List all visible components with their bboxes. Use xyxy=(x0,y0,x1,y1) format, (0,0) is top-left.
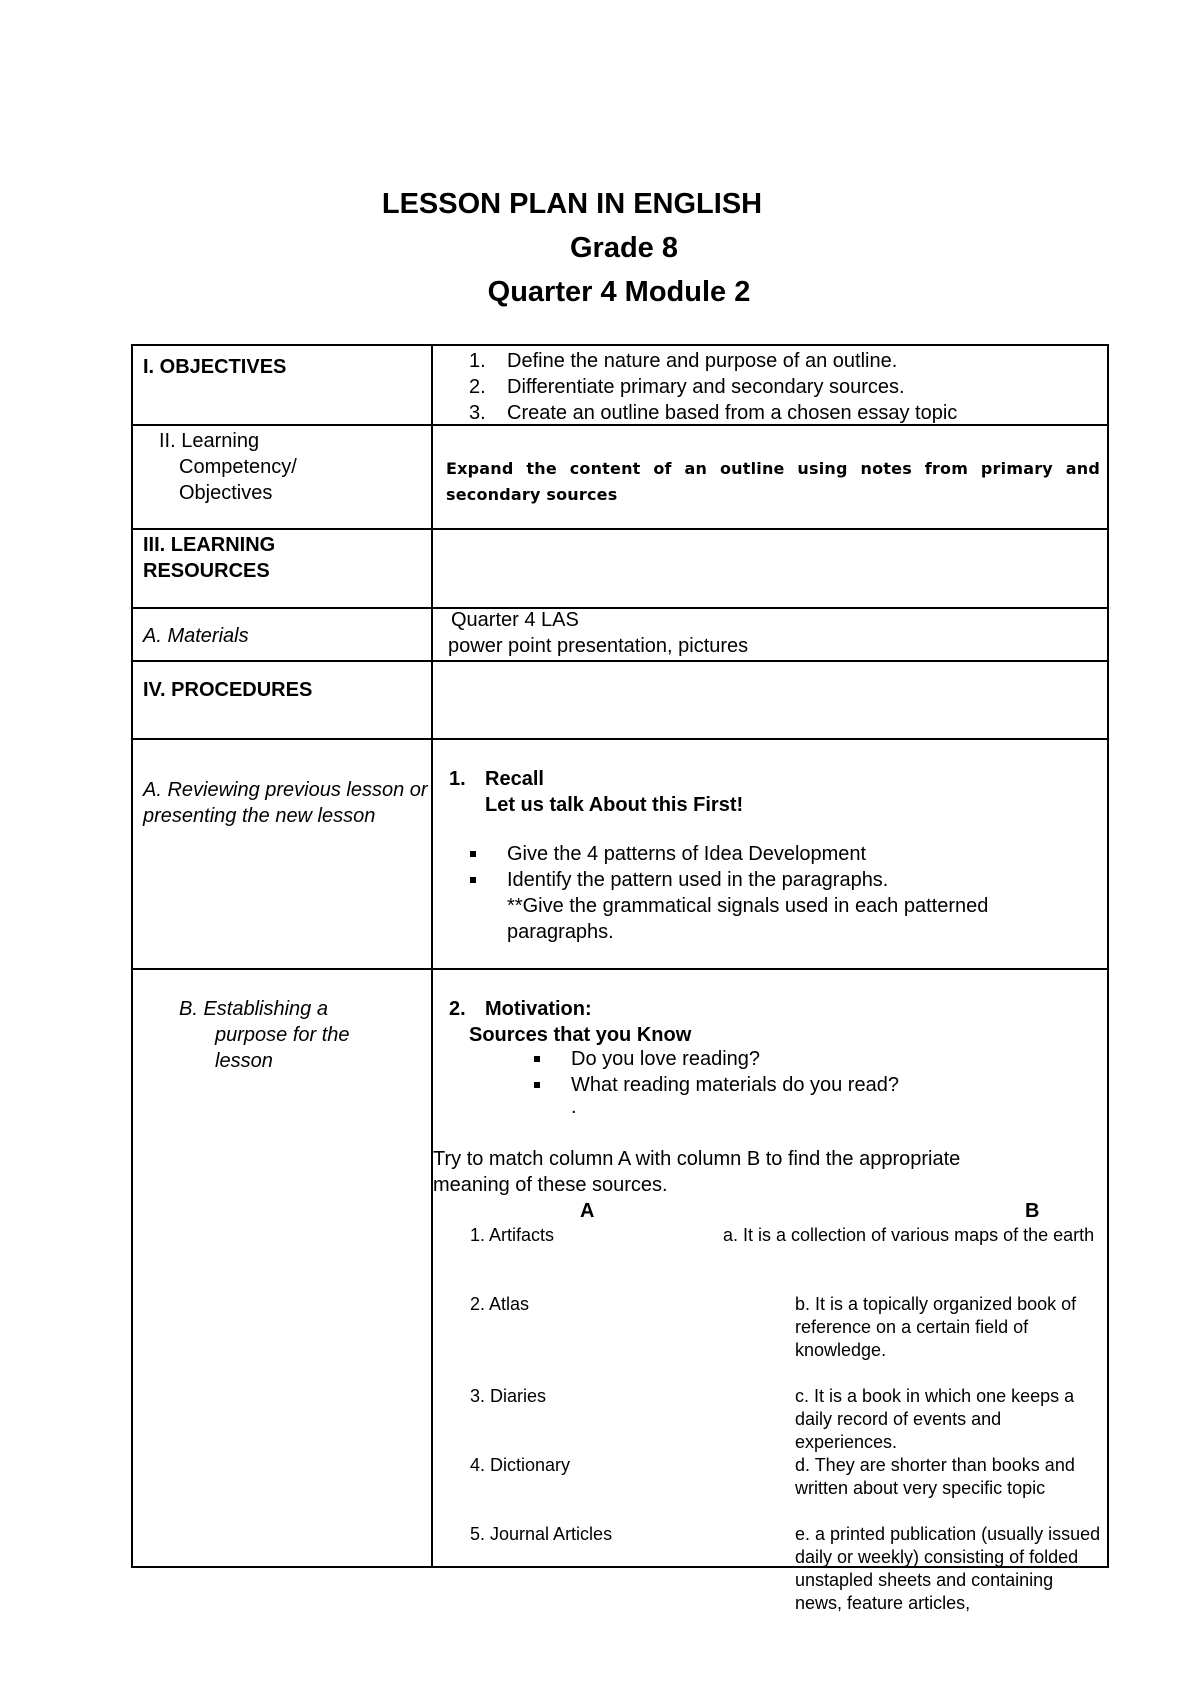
procedures-label: IV. PROCEDURES xyxy=(143,679,313,701)
competency-text: Expand the content of an outline using notes from primary and secondary sources xyxy=(446,459,1100,504)
column-b-item: d. They are shorter than books and written about very specific topic xyxy=(795,1455,1075,1498)
review-label: A. Reviewing previous lesson or presenting the new lesson xyxy=(143,779,428,827)
materials-label: A. Materials xyxy=(143,625,249,647)
competency-row xyxy=(133,426,1107,530)
purpose-label-cell xyxy=(133,970,433,1566)
column-b-item: e. a printed publication (usually issued daily or weekly) consisting of folded unstapled sheets and containing news, feature articles, xyxy=(795,1524,1101,1613)
module-label: Quarter 4 Module 2 xyxy=(487,276,751,308)
column-a-item: 3. Diaries xyxy=(470,1386,547,1406)
resources-label-line: RESOURCES xyxy=(143,560,270,582)
purpose-heading: Motivation: xyxy=(485,998,592,1020)
purpose-dot: . xyxy=(571,1096,577,1118)
bullet-icon xyxy=(534,1056,540,1062)
column-b-item: a. It is a collection of various maps of the earth xyxy=(723,1225,1095,1245)
purpose-label-line: purpose for the xyxy=(215,1024,350,1046)
bullet-icon xyxy=(470,851,476,857)
materials-line: Quarter 4 LAS xyxy=(451,609,579,631)
column-b-item: b. It is a topically organized book of reference on a certain field of knowledge. xyxy=(795,1294,1077,1360)
objective-item: Create an outline based from a chosen essay topic xyxy=(507,402,958,424)
column-b-header: B xyxy=(1025,1200,1040,1222)
bullet-icon xyxy=(470,877,476,883)
column-a-header: A xyxy=(580,1200,595,1222)
column-a-item: 1. Artifacts xyxy=(470,1225,555,1245)
resources-content-cell xyxy=(433,530,1107,607)
document-header xyxy=(0,182,1200,314)
purpose-number: 2. xyxy=(449,998,466,1020)
materials-row xyxy=(133,609,1107,662)
resources-row xyxy=(133,530,1107,609)
objective-number: 3. xyxy=(469,402,486,424)
match-instruction: Try to match column A with column B to find the appropriate xyxy=(433,1148,961,1170)
review-number: 1. xyxy=(449,768,466,790)
objective-number: 1. xyxy=(469,350,486,372)
objectives-label-cell xyxy=(133,346,433,424)
competency-label-cell xyxy=(133,426,433,528)
purpose-bullet: What reading materials do you read? xyxy=(571,1074,899,1096)
competency-label-line: Objectives xyxy=(179,482,273,504)
review-note: paragraphs. xyxy=(507,921,614,943)
resources-label-line: III. LEARNING xyxy=(143,534,276,556)
competency-content-cell xyxy=(433,426,1107,528)
objective-item: Define the nature and purpose of an outline. xyxy=(507,350,898,372)
match-instruction: meaning of these sources. xyxy=(433,1174,668,1196)
materials-line: power point presentation, pictures xyxy=(448,635,749,657)
review-label-cell xyxy=(133,740,433,968)
lesson-plan-table xyxy=(131,344,1109,1613)
procedures-content-cell xyxy=(433,662,1107,738)
resources-label-cell xyxy=(133,530,433,607)
objectives-label: I. OBJECTIVES xyxy=(143,356,287,378)
purpose-row xyxy=(133,970,1107,1613)
review-heading: Recall xyxy=(485,768,544,790)
column-b-item: c. It is a book in which one keeps a daily record of events and experiences. xyxy=(795,1386,1075,1452)
bullet-icon xyxy=(534,1082,540,1088)
procedures-row xyxy=(133,662,1107,740)
column-a-item: 4. Dictionary xyxy=(470,1455,571,1475)
review-subheading: Let us talk About this First! xyxy=(485,794,744,816)
materials-content-cell xyxy=(433,609,1107,660)
objective-number: 2. xyxy=(469,376,486,398)
column-a-item: 5. Journal Articles xyxy=(470,1524,613,1544)
purpose-label-line: lesson xyxy=(215,1050,273,1072)
purpose-bullet: Do you love reading? xyxy=(571,1048,761,1070)
objectives-row xyxy=(133,346,1107,426)
review-note: **Give the grammatical signals used in each patterned xyxy=(507,895,989,917)
purpose-subheading: Sources that you Know xyxy=(469,1024,692,1046)
competency-label-line: Competency/ xyxy=(179,456,297,478)
review-row xyxy=(133,740,1107,970)
review-bullet: Identify the pattern used in the paragraphs. xyxy=(507,869,889,891)
purpose-content-cell xyxy=(433,970,1107,1613)
review-content-cell xyxy=(433,740,1107,968)
materials-label-cell xyxy=(133,609,433,660)
procedures-label-cell xyxy=(133,662,433,738)
document-title: LESSON PLAN IN ENGLISH xyxy=(381,188,763,220)
grade-label: Grade 8 xyxy=(570,232,678,264)
objective-item: Differentiate primary and secondary sources. xyxy=(507,376,905,398)
objectives-content-cell xyxy=(433,346,1107,424)
column-a-item: 2. Atlas xyxy=(470,1294,530,1314)
review-bullet: Give the 4 patterns of Idea Development xyxy=(507,843,867,865)
purpose-label-line: B. Establishing a xyxy=(179,998,328,1020)
competency-label-line: II. Learning xyxy=(159,430,260,452)
